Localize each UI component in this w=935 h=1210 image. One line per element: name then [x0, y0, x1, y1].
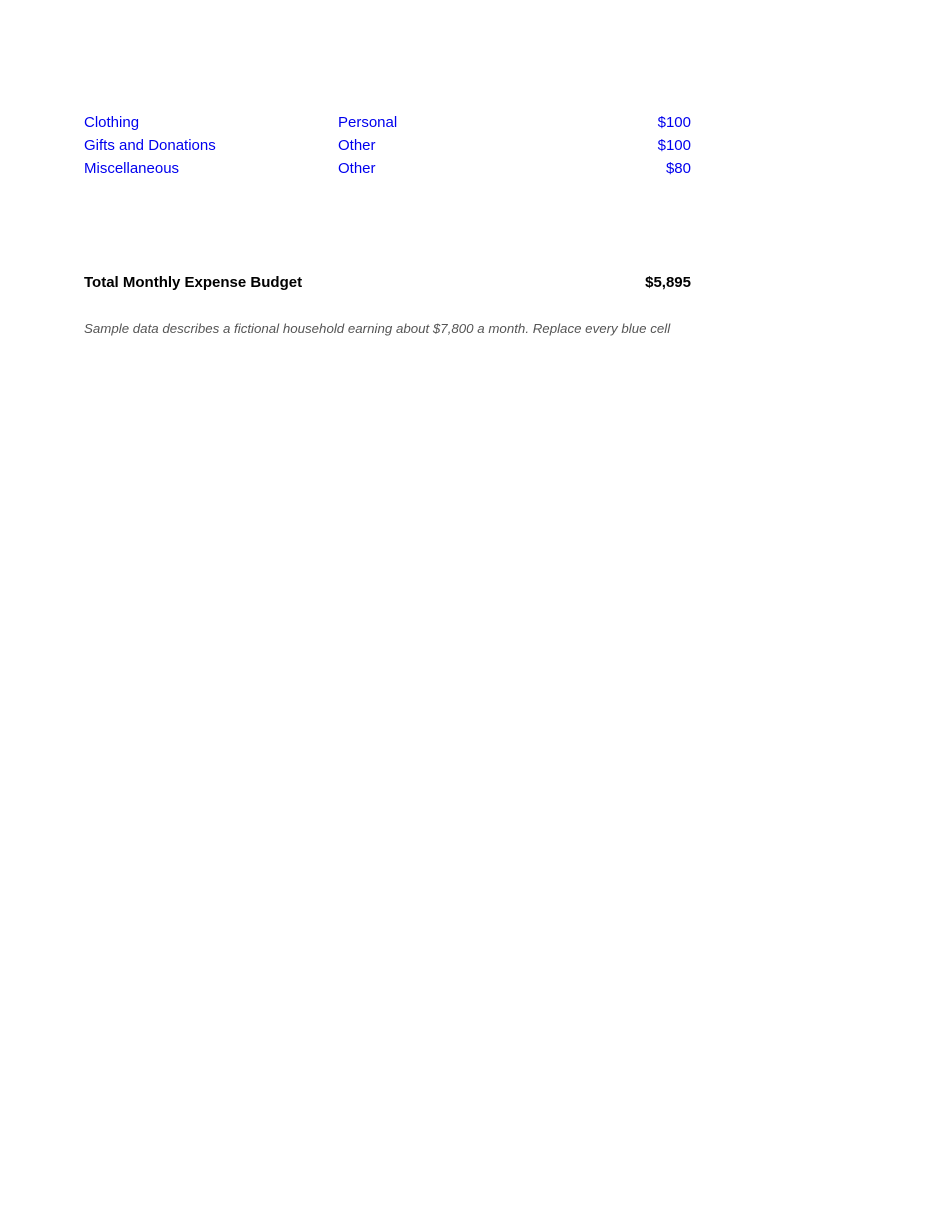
expense-category-cell[interactable]: Personal [338, 114, 398, 131]
expense-name-cell[interactable]: Miscellaneous [84, 160, 180, 177]
total-label: Total Monthly Expense Budget [84, 274, 303, 291]
expense-amount-cell[interactable]: $80 [665, 160, 691, 177]
expense-row [84, 112, 691, 135]
expense-row [84, 158, 691, 181]
total-value: $5,895 [645, 274, 691, 291]
expense-amount-cell[interactable]: $100 [657, 137, 691, 154]
budget-sheet [84, 112, 691, 336]
expense-name-cell[interactable]: Clothing [84, 114, 140, 131]
expense-name-cell[interactable]: Gifts and Donations [84, 137, 216, 154]
sample-data-note: Sample data describes a fictional household earning about $7,800 a month. Replace every blue cell [84, 321, 671, 336]
expense-amount-cell[interactable]: $100 [657, 114, 691, 131]
expense-category-cell[interactable]: Other [338, 137, 376, 154]
expense-category-cell[interactable]: Other [338, 160, 376, 177]
total-row [84, 273, 691, 295]
expense-row [84, 135, 691, 158]
